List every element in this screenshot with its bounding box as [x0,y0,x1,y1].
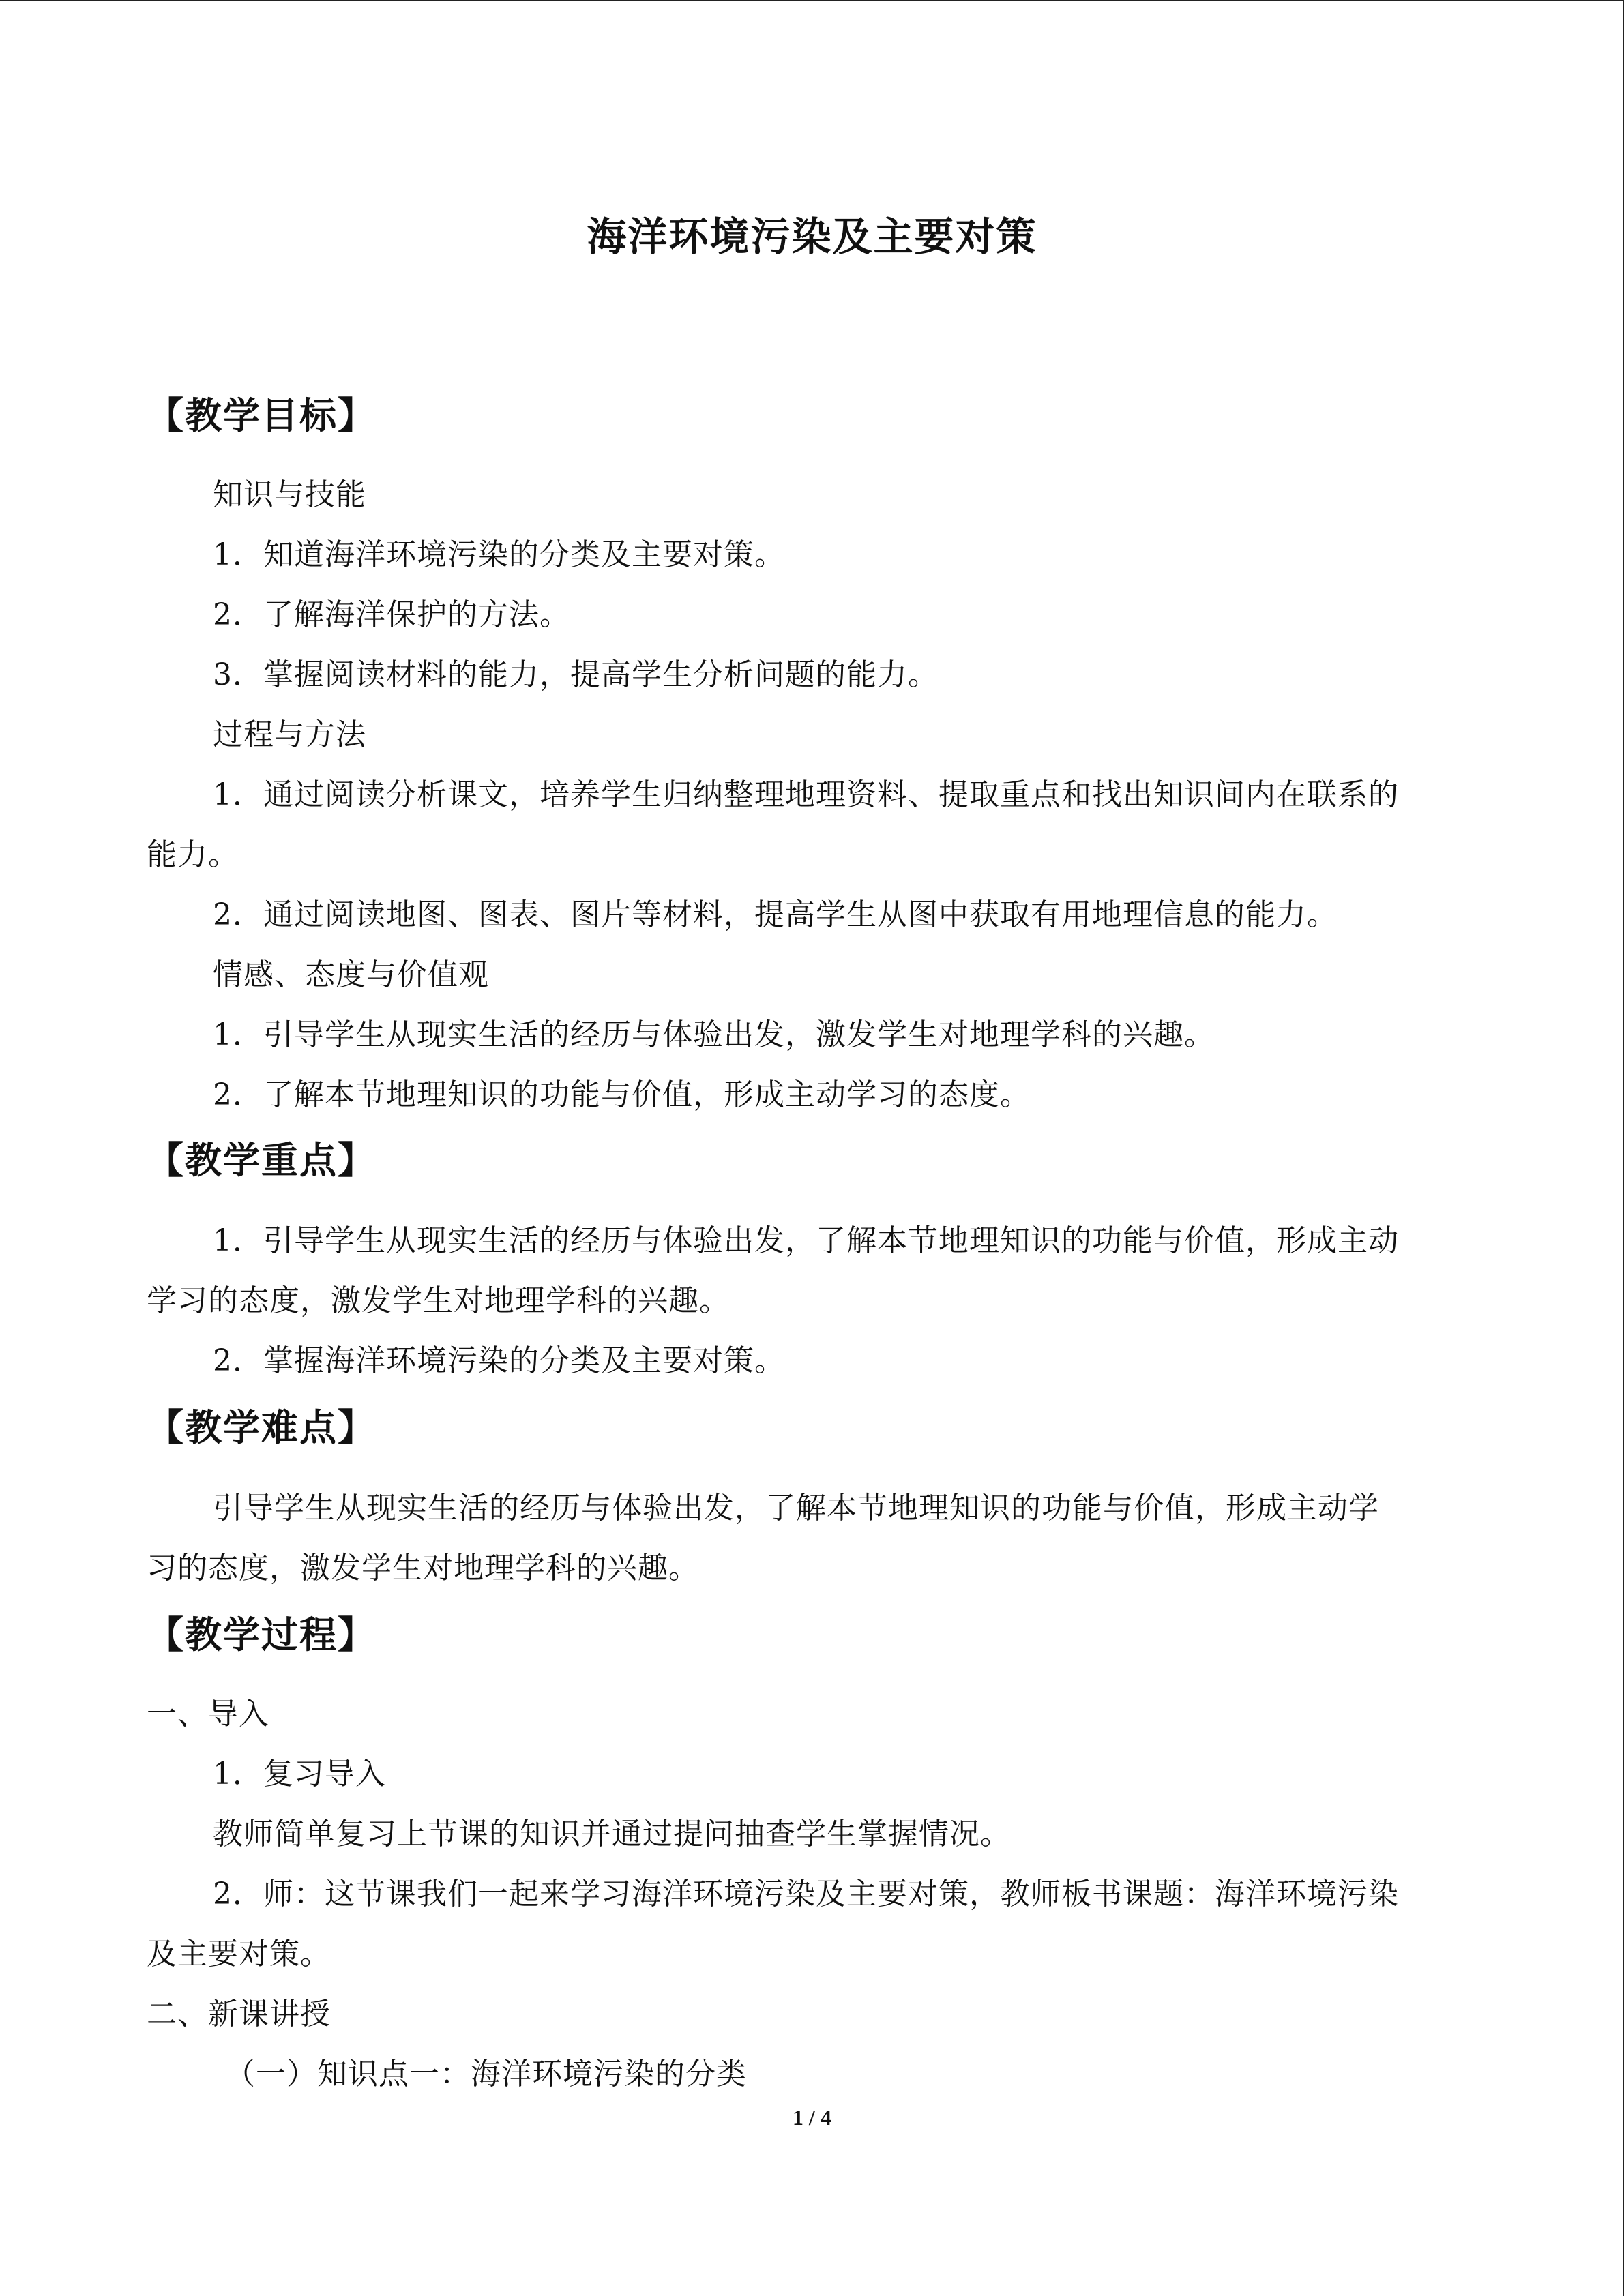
objective-item: 2．了解本节地理知识的功能与价值，形成主动学习的态度。 [213,1077,1031,1112]
key-point-item: 2．掌握海洋环境污染的分类及主要对策。 [213,1343,785,1378]
objective-item: 1．知道海洋环境污染的分类及主要对策。 [213,537,785,572]
objective-item: 2．了解海洋保护的方法。 [213,597,570,632]
objective-item: 2．通过阅读地图、图表、图片等材料，提高学生从图中获取有用地理信息的能力。 [213,897,1338,932]
objective-item-continuation: 能力。 [147,837,239,872]
section-heading-key-points: 【教学重点】 [147,1138,376,1182]
subheading-emotion-values: 情感、态度与价值观 [213,957,489,992]
objective-item: 1．通过阅读分析课文，培养学生归纳整理地理资料、提取重点和找出知识间内在联系的 [213,777,1399,812]
section-heading-difficulties: 【教学难点】 [147,1405,376,1449]
subheading-process-method: 过程与方法 [213,717,366,752]
section-heading-process: 【教学过程】 [147,1613,376,1656]
subheading-knowledge-skills: 知识与技能 [213,477,366,512]
objective-item: 1．引导学生从现实生活的经历与体验出发，激发学生对地理学科的兴趣。 [213,1017,1215,1052]
difficulty-text: 引导学生从现实生活的经历与体验出发，了解本节地理知识的功能与价值，形成主动学 [213,1491,1379,1525]
process-step: 1．复习导入 [213,1757,386,1791]
process-step: 2．师：这节课我们一起来学习海洋环境污染及主要对策，教师板书课题：海洋环境污染 [213,1877,1399,1911]
key-point-item: 1．引导学生从现实生活的经历与体验出发，了解本节地理知识的功能与价值，形成主动 [213,1223,1399,1258]
section-heading-objectives: 【教学目标】 [147,393,376,437]
process-step-text: 教师简单复习上节课的知识并通过提问抽查学生掌握情况。 [213,1817,1011,1851]
process-part-heading: 二、新课讲授 [147,1997,331,2031]
process-topic: （一）知识点一：海洋环境污染的分类 [225,2057,747,2091]
process-part-heading: 一、导入 [147,1697,269,1731]
objective-item: 3．掌握阅读材料的能力，提高学生分析问题的能力。 [213,657,939,692]
page-number: 1 / 4 [793,2105,831,2130]
page-title: 海洋环境污染及主要对策 [587,213,1037,260]
key-point-item-continuation: 学习的态度，激发学生对地理学科的兴趣。 [147,1283,730,1318]
process-step-continuation: 及主要对策。 [147,1937,331,1971]
difficulty-text-continuation: 习的态度，激发学生对地理学科的兴趣。 [147,1551,699,1585]
